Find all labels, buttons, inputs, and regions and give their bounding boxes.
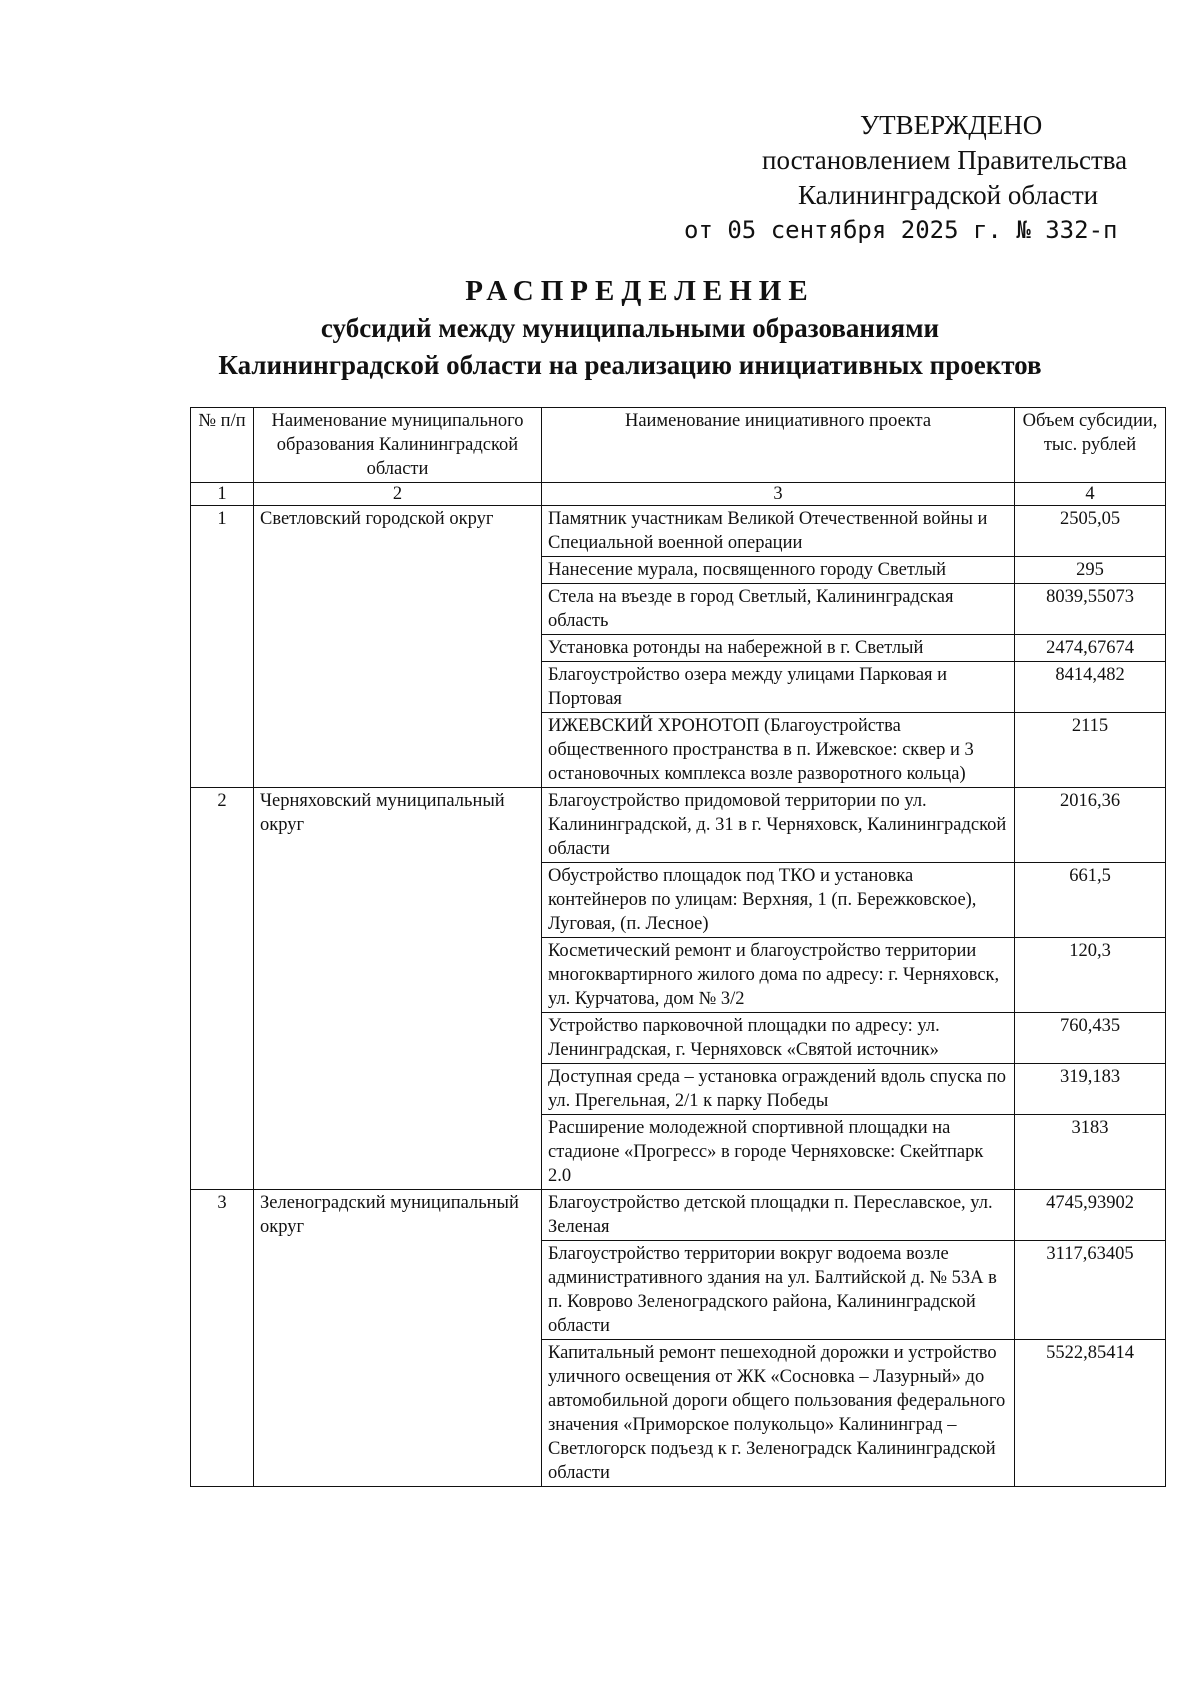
header-municipality: Наименование муниципального образования Калининградской области xyxy=(254,408,542,483)
project-name: ИЖЕВСКИЙ ХРОНОТОП (Благоустройства общественного пространства в п. Ижевское: сквер и 3 остановочных комплекса возле разворотного кольца) xyxy=(542,713,1015,788)
subsidy-amount: 661,5 xyxy=(1015,863,1166,938)
subsidy-amount: 760,435 xyxy=(1015,1013,1166,1064)
project-name: Благоустройство территории вокруг водоема возле административного здания на ул. Балтийской д. № 53А в п. Коврово Зеленоградского района, Калининградской области xyxy=(542,1241,1015,1340)
project-name: Капитальный ремонт пешеходной дорожки и устройство уличного освещения от ЖК «Сосновка – Лазурный» до автомобильной дороги общего пользования федерального значения «Приморское полукольцо» Калининград – Светлогорск подъезд к г. Зеленоградск Калининградской области xyxy=(542,1340,1015,1487)
table-header-row xyxy=(191,408,1166,483)
subsidy-amount: 2115 xyxy=(1015,713,1166,788)
approval-line-region: Калининградской области xyxy=(798,180,1099,210)
project-name: Устройство парковочной площадки по адресу: ул. Ленинградская, г. Черняховск «Святой источник» xyxy=(542,1013,1015,1064)
subsidy-distribution-table xyxy=(190,407,1166,1487)
approval-block xyxy=(640,108,1160,248)
document-title-block xyxy=(0,272,1200,384)
subsidy-amount: 2016,36 xyxy=(1015,788,1166,863)
subsidy-amount: 120,3 xyxy=(1015,938,1166,1013)
column-number-2: 2 xyxy=(254,483,542,506)
table-row xyxy=(191,788,1166,863)
subsidy-amount: 5522,85414 xyxy=(1015,1340,1166,1487)
approval-line-resolution: постановлением Правительства xyxy=(762,145,1128,175)
row-number: 1 xyxy=(191,506,254,788)
subsidy-amount: 3117,63405 xyxy=(1015,1241,1166,1340)
project-name: Обустройство площадок под ТКО и установка контейнеров по улицам: Верхняя, 1 (п. Бережковское), Луговая, (п. Лесное) xyxy=(542,863,1015,938)
project-name: Благоустройство придомовой территории по ул. Калининградской, д. 31 в г. Черняховск, Калининградской области xyxy=(542,788,1015,863)
subsidy-amount: 8414,482 xyxy=(1015,662,1166,713)
project-name: Расширение молодежной спортивной площадки на стадионе «Прогресс» в городе Черняховске: Скейтпарк 2.0 xyxy=(542,1115,1015,1190)
project-name: Благоустройство детской площадки п. Переславское, ул. Зеленая xyxy=(542,1190,1015,1241)
municipality-name: Зеленоградский муниципальный округ xyxy=(254,1190,542,1487)
approval-date-number: от 05 сентября 2025 г. № 332-п xyxy=(684,216,1118,244)
project-name: Стела на въезде в город Светлый, Калининградская область xyxy=(542,584,1015,635)
column-number-4: 4 xyxy=(1015,483,1166,506)
row-number: 3 xyxy=(191,1190,254,1487)
subsidy-amount: 3183 xyxy=(1015,1115,1166,1190)
header-project: Наименование инициативного проекта xyxy=(542,408,1015,483)
subsidy-amount: 295 xyxy=(1015,557,1166,584)
project-name: Нанесение мурала, посвященного городу Светлый xyxy=(542,557,1015,584)
subsidy-amount: 319,183 xyxy=(1015,1064,1166,1115)
column-number-row xyxy=(191,483,1166,506)
subsidy-amount: 2474,67674 xyxy=(1015,635,1166,662)
column-number-1: 1 xyxy=(191,483,254,506)
table-row xyxy=(191,506,1166,557)
header-number: № п/п xyxy=(191,408,254,483)
header-amount: Объем субсидии, тыс. рублей xyxy=(1015,408,1166,483)
document-subtitle-line-2: Калининградской области на реализацию инициативных проектов xyxy=(218,350,1042,380)
municipality-name: Светловский городской округ xyxy=(254,506,542,788)
project-name: Установка ротонды на набережной в г. Светлый xyxy=(542,635,1015,662)
municipality-name: Черняховский муниципальный округ xyxy=(254,788,542,1190)
subsidy-amount: 2505,05 xyxy=(1015,506,1166,557)
project-name: Благоустройство озера между улицами Парковая и Портовая xyxy=(542,662,1015,713)
subsidy-amount: 8039,55073 xyxy=(1015,584,1166,635)
project-name: Памятник участникам Великой Отечественной войны и Специальной военной операции xyxy=(542,506,1015,557)
column-number-3: 3 xyxy=(542,483,1015,506)
project-name: Доступная среда – установка ограждений вдоль спуска по ул. Прегельная, 2/1 к парку Победы xyxy=(542,1064,1015,1115)
subsidy-amount: 4745,93902 xyxy=(1015,1190,1166,1241)
table-row xyxy=(191,1190,1166,1241)
row-number: 2 xyxy=(191,788,254,1190)
document-title: РАСПРЕДЕЛЕНИЕ xyxy=(465,275,815,307)
document-subtitle-line-1: субсидий между муниципальными образованиями xyxy=(320,313,940,343)
project-name: Косметический ремонт и благоустройство территории многоквартирного жилого дома по адресу: г. Черняховск, ул. Курчатова, дом № 3/2 xyxy=(542,938,1015,1013)
approval-heading: УТВЕРЖДЕНО xyxy=(860,110,1043,140)
